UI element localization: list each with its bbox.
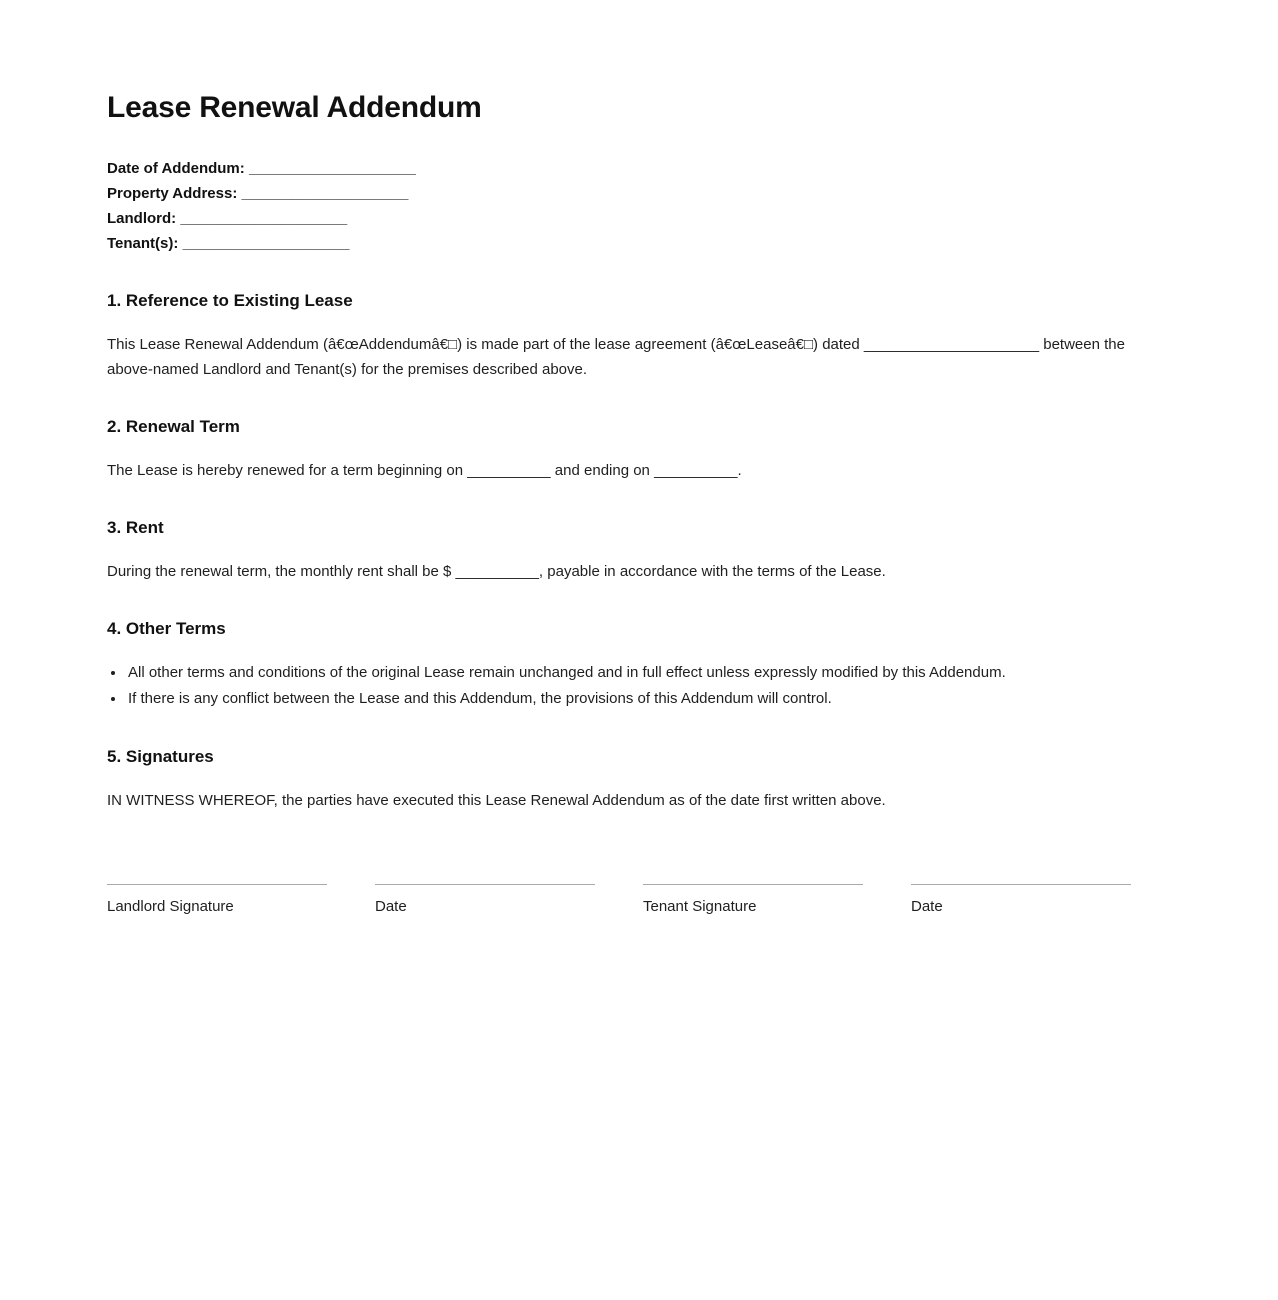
section-heading: 4. Other Terms — [107, 619, 226, 638]
field-property-address — [107, 181, 1171, 206]
signature-block — [107, 884, 1171, 919]
other-terms-bullet-list — [107, 660, 1171, 712]
section-heading: 1. Reference to Existing Lease — [107, 291, 353, 310]
section-reference-to-existing-lease — [107, 289, 1171, 382]
bullet-item: • All other terms and conditions of the original Lease remain unchanged and in full effect unless expressly modified by this Addendum. — [126, 660, 1171, 686]
signature-label: Tenant Signature — [643, 898, 757, 915]
signature-line — [643, 884, 863, 885]
section-paragraph: This Lease Renewal Addendum (â€œAddendumâ€□) is made part of the lease agreement (â€œLeaseâ€□) dated _____________________ between the above-named Landlord and Tenant(s) for the premises described above. — [107, 336, 1125, 378]
section-heading: 5. Signatures — [107, 747, 214, 766]
signature-label: Date — [375, 898, 407, 915]
signature-field-tenant-date — [911, 884, 1131, 919]
signature-label: Date — [911, 898, 943, 915]
bullet-item: • If there is any conflict between the Lease and this Addendum, the provisions of this Addendum will control. — [126, 686, 1171, 712]
header-field-list — [107, 156, 1171, 256]
section-signatures — [107, 745, 1171, 813]
signature-field-landlord-date — [375, 884, 595, 919]
field-label: Landlord: — [107, 210, 177, 227]
field-date-of-addendum — [107, 156, 1171, 181]
signature-line — [107, 884, 327, 885]
section-other-terms — [107, 617, 1171, 712]
section-heading: 3. Rent — [107, 518, 164, 537]
signature-field-landlord-signature — [107, 884, 327, 919]
field-label: Tenant(s): — [107, 235, 179, 252]
section-rent — [107, 516, 1171, 584]
signature-label: Landlord Signature — [107, 898, 234, 915]
field-blank-line: ____________________ — [248, 160, 416, 177]
signature-field-tenant-signature — [643, 884, 863, 919]
field-blank-line: ____________________ — [241, 185, 409, 202]
field-label: Property Address: — [107, 185, 238, 202]
section-paragraph: IN WITNESS WHEREOF, the parties have executed this Lease Renewal Addendum as of the date first written above. — [107, 792, 886, 809]
section-paragraph: During the renewal term, the monthly rent shall be $ __________, payable in accordance with the terms of the Lease. — [107, 563, 886, 580]
signature-line — [375, 884, 595, 885]
field-blank-line: ____________________ — [182, 235, 350, 252]
field-blank-line: ____________________ — [180, 210, 348, 227]
section-renewal-term — [107, 415, 1171, 483]
field-label: Date of Addendum: — [107, 160, 245, 177]
section-paragraph: The Lease is hereby renewed for a term beginning on __________ and ending on __________. — [107, 462, 742, 479]
page-title: Lease Renewal Addendum — [107, 91, 482, 124]
field-tenants — [107, 231, 1171, 256]
section-heading: 2. Renewal Term — [107, 417, 240, 436]
signature-line — [911, 884, 1131, 885]
lease-renewal-addendum-document — [107, 0, 1171, 1039]
field-landlord — [107, 206, 1171, 231]
